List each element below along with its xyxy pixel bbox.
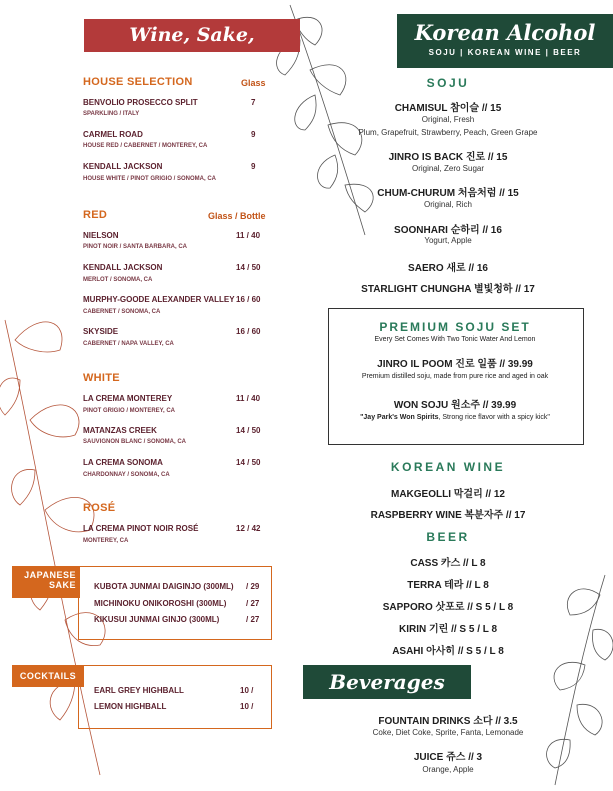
premium-soju-desc: Premium distilled soju, made from pure rice and aged in oak xyxy=(361,373,549,380)
cocktails-tab-label: COCKTAILS xyxy=(19,671,77,681)
soju-item: STARLIGHT CHUNGHA 별빛청하 // 17 xyxy=(361,284,535,295)
beverage-sub: Orange, Apple xyxy=(422,765,474,774)
cocktails-tab xyxy=(12,665,84,687)
sake-price: / 29 xyxy=(246,582,260,591)
red-title: RED xyxy=(83,209,108,221)
soju-item-sub: Original, Zero Sugar xyxy=(411,164,485,173)
wine-price: 16 / 60 xyxy=(236,295,261,304)
tab-line-1: JAPANESE xyxy=(24,570,76,580)
premium-soju-desc-bold: "Jay Park's Won Spirits xyxy=(360,414,439,421)
sake-name: MICHINOKU ONIKOROSHI (300ML) xyxy=(94,599,227,608)
wine-name: BENVOLIO PROSECCO SPLIT xyxy=(83,98,198,107)
wine-name: KENDALL JACKSON xyxy=(83,162,163,171)
cocktails-box xyxy=(78,665,272,729)
premium-soju-title: PREMIUM SOJU SET xyxy=(379,320,531,334)
wine-sub: MONTEREY, CA xyxy=(83,538,129,544)
wine-price: 14 / 50 xyxy=(236,263,261,272)
beer-item: CASS 카스 // L 8 xyxy=(410,558,486,569)
wine-price: 12 / 42 xyxy=(236,524,261,533)
wine-price: 14 / 50 xyxy=(236,458,261,467)
soju-item-sub: Plum, Grapefruit, Strawberry, Peach, Green Grape xyxy=(358,128,538,137)
cocktail-price: 10 / xyxy=(240,686,254,695)
premium-soju-item: JINRO IL POOM 진로 일품 // 39.99 xyxy=(377,359,533,370)
sake-price: / 27 xyxy=(246,599,260,608)
premium-soju-item: WON SOJU 원소주 // 39.99 xyxy=(393,400,517,411)
wine-name: KENDALL JACKSON xyxy=(83,263,163,272)
soju-item: CHAMISUL 참이슬 // 15 xyxy=(394,103,502,114)
wine-sub: CHARDONNAY / SONOMA, CA xyxy=(83,472,170,478)
beer-item: KIRIN 기린 // S 5 / L 8 xyxy=(398,624,498,635)
korean-alcohol-title: Korean Alcohol xyxy=(414,20,596,45)
soju-item: JINRO IS BACK 진로 // 15 xyxy=(388,152,508,163)
wine-name: NIELSON xyxy=(83,231,119,240)
soju-item: SOONHARI 순하리 // 16 xyxy=(394,225,502,236)
beer-item: SAPPORO 삿포로 // S 5 / L 8 xyxy=(382,602,514,613)
wine-sub: CABERNET / NAPA VALLEY, CA xyxy=(83,341,174,347)
wine-sub: MERLOT / SONOMA, CA xyxy=(83,277,153,283)
wine-name: LA CREMA MONTEREY xyxy=(83,394,173,403)
beer-item: TERRA 테라 // L 8 xyxy=(407,580,489,591)
wine-sub: PINOT GRIGIO / MONTEREY, CA xyxy=(83,408,176,414)
soju-item: CHUM-CHURUM 처음처럼 // 15 xyxy=(377,188,519,199)
wine-sub: SPARKLING / ITALY xyxy=(83,111,140,117)
wine-name: SKYSIDE xyxy=(83,327,119,336)
beverages-title: Beverages xyxy=(329,670,445,694)
wine-name: MURPHY-GOODE ALEXANDER VALLEY xyxy=(83,295,235,304)
wine-sake-cocktails-banner xyxy=(84,19,300,78)
house-selection-col-head: Glass xyxy=(241,78,266,88)
premium-soju-desc-rest: , Strong rice flavor with a spicy kick" xyxy=(438,414,550,421)
banner-title: Wine, Sake, Cocktails xyxy=(129,24,255,78)
wine-name: LA CREMA SONOMA xyxy=(83,458,163,467)
korean-alcohol-subtitle: SOJU | KOREAN WINE | BEER xyxy=(428,48,582,57)
premium-soju-subtitle: Every Set Comes With Two Tonic Water And Lemon xyxy=(374,336,536,343)
beverage-sub: Coke, Diet Coke, Sprite, Fanta, Lemonade xyxy=(372,728,524,737)
wine-sub: HOUSE WHITE / PINOT GRIGIO / SONOMA, CA xyxy=(83,176,217,182)
wine-price: 16 / 60 xyxy=(236,327,261,336)
beer-title: BEER xyxy=(426,530,470,544)
korean-wine-item: MAKGEOLLI 막걸리 // 12 xyxy=(391,489,505,500)
beverages-banner xyxy=(303,665,471,699)
wine-sub: PINOT NOIR / SANTA BARBARA, CA xyxy=(83,244,187,250)
cocktail-name: LEMON HIGHBALL xyxy=(94,702,167,711)
soju-title: SOJU xyxy=(426,76,470,90)
white-title: WHITE xyxy=(83,372,120,384)
cocktail-price: 10 / xyxy=(240,702,254,711)
wine-price: 11 / 40 xyxy=(236,394,261,403)
red-col-head: Glass / Bottle xyxy=(208,211,266,221)
beer-item: ASAHI 아사히 // S 5 / L 8 xyxy=(392,646,504,657)
sake-price: / 27 xyxy=(246,615,260,624)
sake-name: KUBOTA JUNMAI DAIGINJO (300ML) xyxy=(94,582,234,591)
beverage-item: FOUNTAIN DRINKS 소다 // 3.5 xyxy=(378,716,518,727)
cocktail-name: EARL GREY HIGHBALL xyxy=(94,686,184,695)
wine-price: 7 xyxy=(251,98,256,107)
sake-name: KIKUSUI JUNMAI GINJO (300ML) xyxy=(94,615,220,624)
korean-alcohol-banner xyxy=(397,14,613,68)
wine-name: MATANZAS CREEK xyxy=(83,426,157,435)
wine-sub: HOUSE RED / CABERNET / MONTEREY, CA xyxy=(83,143,208,149)
beverage-item: JUICE 쥬스 // 3 xyxy=(413,752,483,763)
wine-name: LA CREMA PINOT NOIR ROSÉ xyxy=(83,524,199,533)
soju-item-sub: Yogurt, Apple xyxy=(424,236,472,245)
wine-price: 9 xyxy=(251,162,256,171)
korean-wine-title: KOREAN WINE xyxy=(390,460,506,474)
rose-title: ROSÉ xyxy=(83,502,116,514)
wine-price: 11 / 40 xyxy=(236,231,261,240)
wine-name: CARMEL ROAD xyxy=(83,130,143,139)
soju-item: SAERO 새로 // 16 xyxy=(408,263,488,274)
tab-line-2: SAKE xyxy=(48,580,76,590)
soju-item-sub: Original, Rich xyxy=(423,200,472,209)
japanese-sake-tab xyxy=(12,566,80,598)
wine-sub: SAUVIGNON BLANC / SONOMA, CA xyxy=(83,439,187,445)
premium-soju-desc xyxy=(328,414,582,421)
house-selection-title: HOUSE SELECTION xyxy=(83,76,193,88)
soju-item-sub: Original, Fresh xyxy=(421,115,475,124)
wine-sub: CABERNET / SONOMA, CA xyxy=(83,309,161,315)
wine-price: 14 / 50 xyxy=(236,426,261,435)
wine-price: 9 xyxy=(251,130,256,139)
korean-wine-item: RASPBERRY WINE 복분자주 // 17 xyxy=(370,510,526,521)
